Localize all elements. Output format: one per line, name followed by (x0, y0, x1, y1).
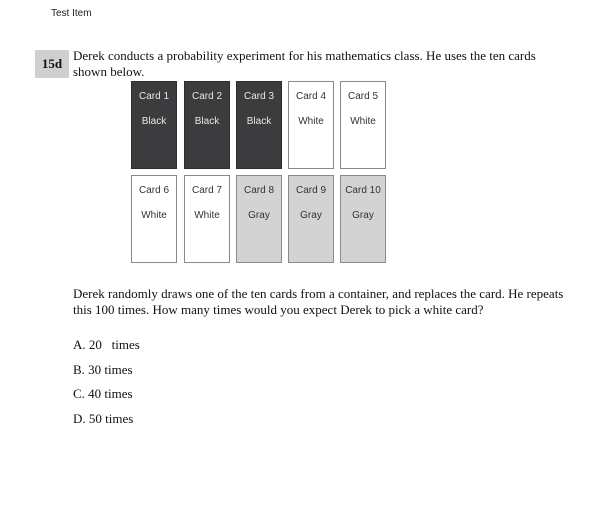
card-label: Card 2 (191, 91, 222, 102)
card-label: Card 7 (191, 185, 222, 196)
card-color: Black (141, 116, 167, 127)
choice-d[interactable]: D. 50 times (73, 410, 134, 426)
card-3 (236, 81, 282, 169)
card-10 (340, 175, 386, 263)
card-4 (288, 81, 334, 169)
card-2 (184, 81, 230, 169)
card-label: Card 10 (345, 185, 381, 196)
choice-a[interactable]: A. 20 times (73, 337, 140, 352)
page-header-label: Test Item (51, 8, 92, 19)
question-number: 15d (35, 50, 69, 78)
card-label: Card 5 (347, 91, 378, 102)
card-label: Card 9 (295, 185, 326, 196)
card-label: Card 6 (138, 185, 169, 196)
card-label: Card 1 (138, 91, 169, 102)
card-6 (131, 175, 177, 263)
card-color: Gray (300, 210, 322, 221)
card-8 (236, 175, 282, 263)
card-color: Black (194, 116, 220, 127)
card-label: Card 3 (243, 91, 274, 102)
card-color: Gray (352, 210, 374, 221)
card-color: Black (246, 116, 272, 127)
card-1 (131, 81, 177, 169)
question-intro: Derek conducts a probability experiment for his mathematics class. He uses the ten cards shown below. (73, 48, 536, 79)
question-prompt: Derek randomly draws one of the ten cards from a container, and replaces the card. He repeats this 100 times. How many times would you expect Derek to pick a white card? (73, 286, 564, 317)
card-grid (131, 81, 389, 265)
card-color: Gray (248, 210, 270, 221)
answer-choices (73, 337, 140, 435)
card-5 (340, 81, 386, 169)
card-7 (184, 175, 230, 263)
card-9 (288, 175, 334, 263)
choice-c[interactable]: C. 40 times (73, 386, 133, 401)
card-label: Card 8 (243, 185, 274, 196)
card-label: Card 4 (295, 91, 326, 102)
card-color: White (350, 116, 376, 127)
choice-b[interactable]: B. 30 times (73, 361, 133, 377)
card-color: White (141, 210, 167, 221)
card-color: White (298, 116, 324, 127)
card-color: White (194, 210, 220, 221)
